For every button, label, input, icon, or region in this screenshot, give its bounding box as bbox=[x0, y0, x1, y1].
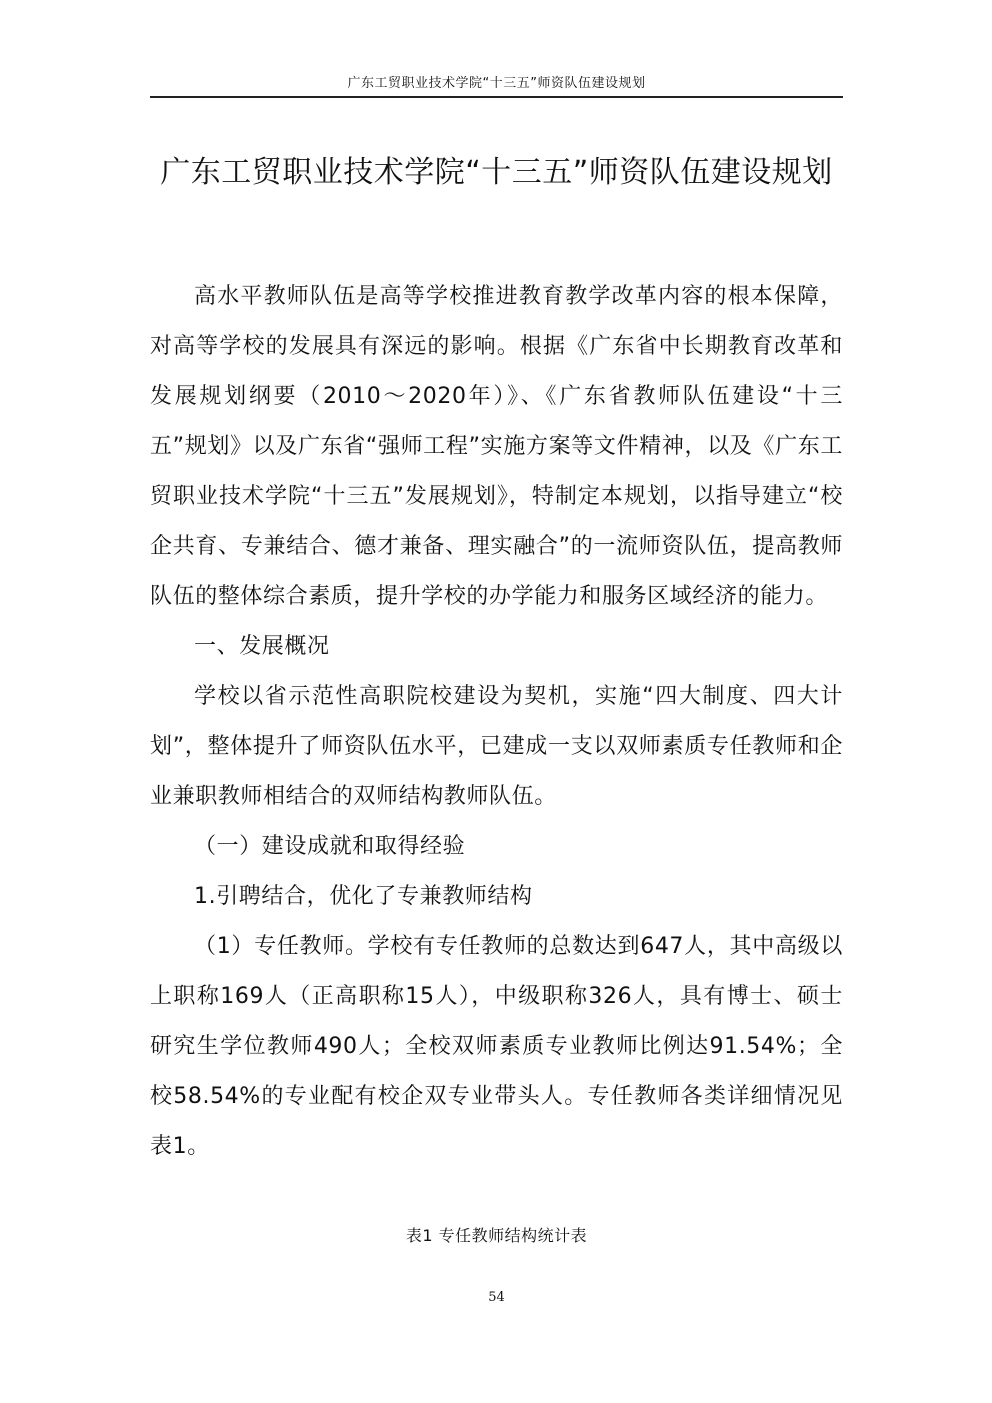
table-caption: 表1 专任教师结构统计表 bbox=[405, 1226, 588, 1245]
item-heading: 1.引聘结合，优化了专兼教师结构 bbox=[194, 884, 533, 909]
running-header: 广东工贸职业技术学院“十三五”师资队伍建设规划 bbox=[347, 76, 646, 91]
page-title: 广东工贸职业技术学院“十三五”师资队伍建设规划 bbox=[160, 155, 833, 190]
section-paragraph: 学校以省示范性高职院校建设为契机，实施“四大制度、四大计划”，整体提升了师资队伍水平，已建成一支以双师素质专任教师和企业兼职教师相结合的双师结构教师队伍。 bbox=[150, 684, 843, 809]
body-text bbox=[150, 272, 843, 1172]
subsection-heading: （一）建设成就和取得经验 bbox=[194, 834, 466, 859]
item-paragraph: （1）专任教师。学校有专任教师的总数达到647人，其中高级以上职称169人（正高职称15人），中级职称326人，具有博士、硕士研究生学位教师490人；全校双师素质专业教师比例达91.54%；全校58.54%的专业配有校企双专业带头人。专任教师各类详细情况见表1。 bbox=[150, 934, 843, 1159]
header-rule bbox=[150, 96, 843, 98]
intro-paragraph: 高水平教师队伍是高等学校推进教育教学改革内容的根本保障，对高等学校的发展具有深远的影响。根据《广东省中长期教育改革和发展规划纲要（2010～2020年）》、《广东省教师队伍建设“十三五”规划》以及广东省“强师工程”实施方案等文件精神，以及《广东工贸职业技术学院“十三五”发展规划》，特制定本规划，以指导建立“校企共育、专兼结合、德才兼备、理实融合”的一流师资队伍，提高教师队伍的整体综合素质，提升学校的办学能力和服务区域经济的能力。 bbox=[150, 284, 843, 609]
page-number: 54 bbox=[488, 1290, 505, 1305]
section-heading: 一、发展概况 bbox=[194, 634, 330, 659]
